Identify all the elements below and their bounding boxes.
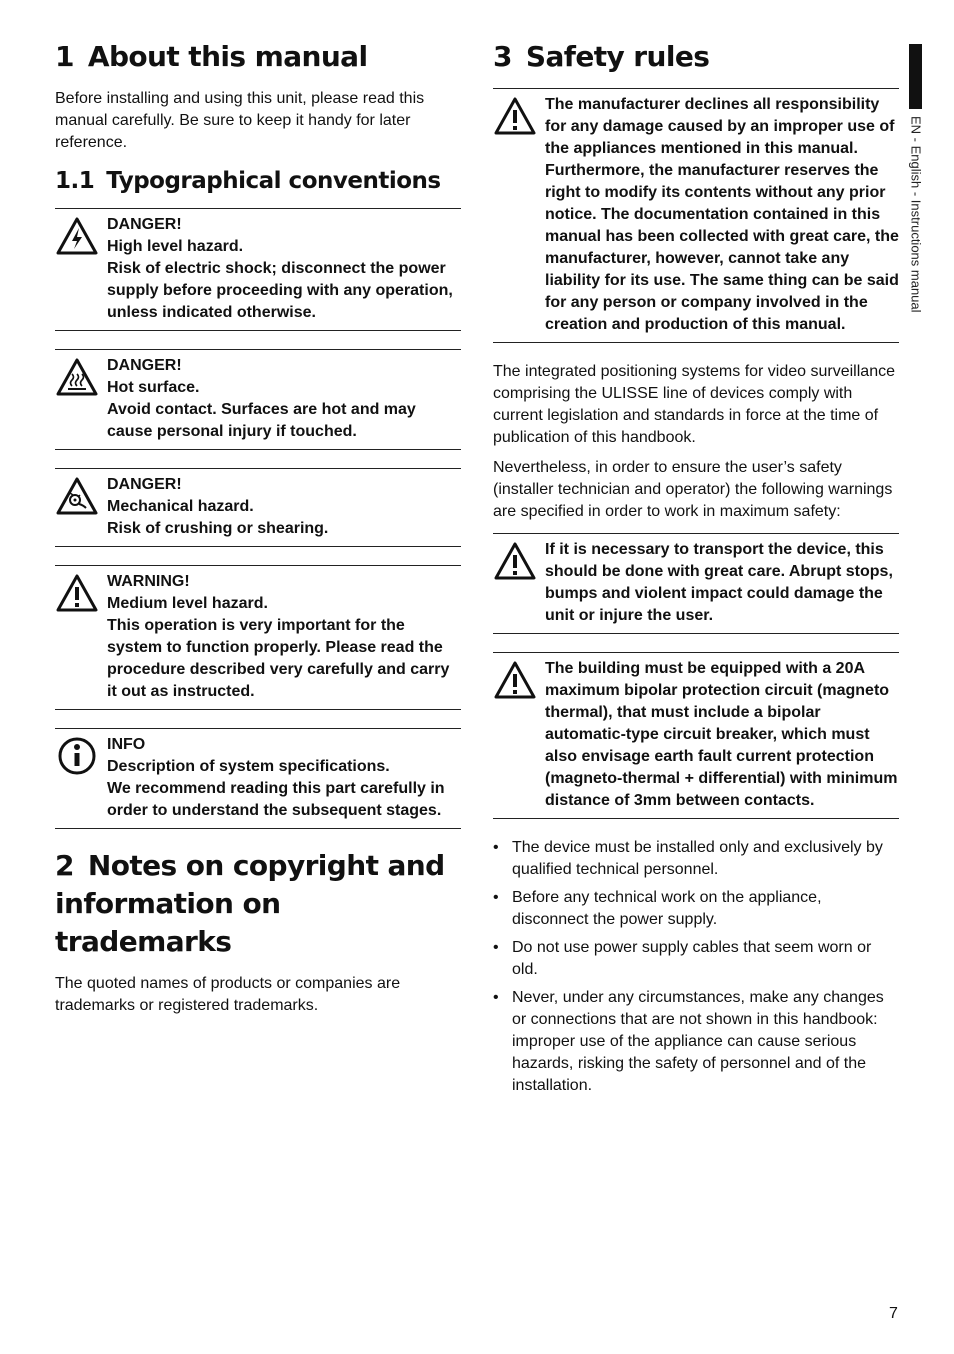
page-number: 7 (889, 1305, 898, 1322)
side-language-label: EN - English - Instructions manual (908, 116, 924, 313)
section-3-heading: 3 Safety rules (493, 40, 710, 73)
right-column (493, 38, 899, 1103)
notice-warning (55, 565, 461, 710)
section-2-heading: 2 Notes on copyright and information on trademarks (55, 849, 445, 958)
notice-responsibility (493, 88, 899, 343)
notice-label: DANGER! (107, 357, 182, 374)
left-column (55, 38, 461, 1025)
notice-label: WARNING! (107, 573, 190, 590)
mechanical-hazard-icon (55, 474, 107, 540)
trademarks-text: The quoted names of products or companies are trademarks or registered trademarks. (55, 975, 401, 1014)
notice-level: High level hazard. (107, 238, 244, 255)
notice-level: Mechanical hazard. (107, 498, 254, 515)
notice-info (55, 728, 461, 829)
hot-surface-icon (55, 355, 107, 443)
notice-mechanical (55, 468, 461, 547)
notice-body: The manufacturer declines all responsibility for any damage caused by an improper use of the appliances mentioned in this manual. Furthermore, the manufacturer reserves the right to modify its contents without any prior notice. The documentation contained in this manual has been collected with great care, the manufacturer, however, cannot take any liability for its use. The same thing can be said for any person or company involved in the creation and production of this manual. (545, 96, 899, 333)
notice-body: The building must be equipped with a 20A maximum bipolar protection circuit (magneto thermal), that must include a bipolar automatic-type circuit breaker, which must also envisage earth fault current protection (magneto-thermal + differential) with minimum distance of 3mm between contacts. (545, 660, 898, 809)
notice-label: INFO (107, 736, 146, 753)
ulisse-compliance-text: The integrated positioning systems for video surveillance comprising the ULISSE line of devices comply with current legislation and standards in force at the time of publication of this handbook. (493, 363, 895, 446)
notice-body: Risk of electric shock; disconnect the power supply before proceeding with any operation, unless indicated otherwise. (107, 260, 453, 321)
info-icon (55, 734, 107, 822)
notice-label: DANGER! (107, 216, 182, 233)
list-item: • Never, under any circumstances, make any changes or connections that are not shown in this handbook: improper use of the appliance can cause serious hazards, risking the safety of personnel and of the installation. (493, 987, 899, 1097)
notice-body: Risk of crushing or shearing. (107, 520, 329, 537)
user-safety-text: Nevertheless, in order to ensure the user’s safety (installer technician and operator) the following warnings are specified in order to work in maximum safety: (493, 459, 893, 520)
notice-level: Medium level hazard. (107, 595, 268, 612)
safety-bullet-list (493, 837, 899, 1097)
notice-hot-surface (55, 349, 461, 450)
list-item: • Do not use power supply cables that seem worn or old. (493, 937, 899, 981)
warning-icon (493, 658, 545, 812)
list-item: • The device must be installed only and exclusively by qualified technical personnel. (493, 837, 899, 881)
notice-body: We recommend reading this part carefully in order to understand the subsequent stages. (107, 780, 445, 819)
notice-label: DANGER! (107, 476, 182, 493)
list-item: • Before any technical work on the appliance, disconnect the power supply. (493, 887, 899, 931)
warning-icon (493, 539, 545, 627)
about-intro: Before installing and using this unit, please read this manual carefully. Be sure to keep it handy for later reference. (55, 90, 425, 151)
notice-body: Avoid contact. Surfaces are hot and may cause personal injury if touched. (107, 401, 416, 440)
notice-level: Description of system specifications. (107, 758, 390, 775)
section-1-1-heading: 1.1 Typographical conventions (55, 168, 441, 194)
notice-body: If it is necessary to transport the device, this should be done with great care. Abrupt stops, bumps and violent impact could damage the unit or injure the user. (545, 541, 893, 624)
notice-body: This operation is very important for the system to function properly. Please read the procedure described very carefully and carry it out as instructed. (107, 617, 450, 700)
notice-electric (55, 208, 461, 331)
section-1-heading: 1 About this manual (55, 40, 368, 73)
notice-transport (493, 533, 899, 634)
warning-icon (55, 571, 107, 703)
electric-hazard-icon (55, 214, 107, 324)
notice-level: Hot surface. (107, 379, 200, 396)
warning-icon (493, 94, 545, 336)
notice-protection-circuit (493, 652, 899, 819)
side-tab-marker (909, 44, 922, 109)
